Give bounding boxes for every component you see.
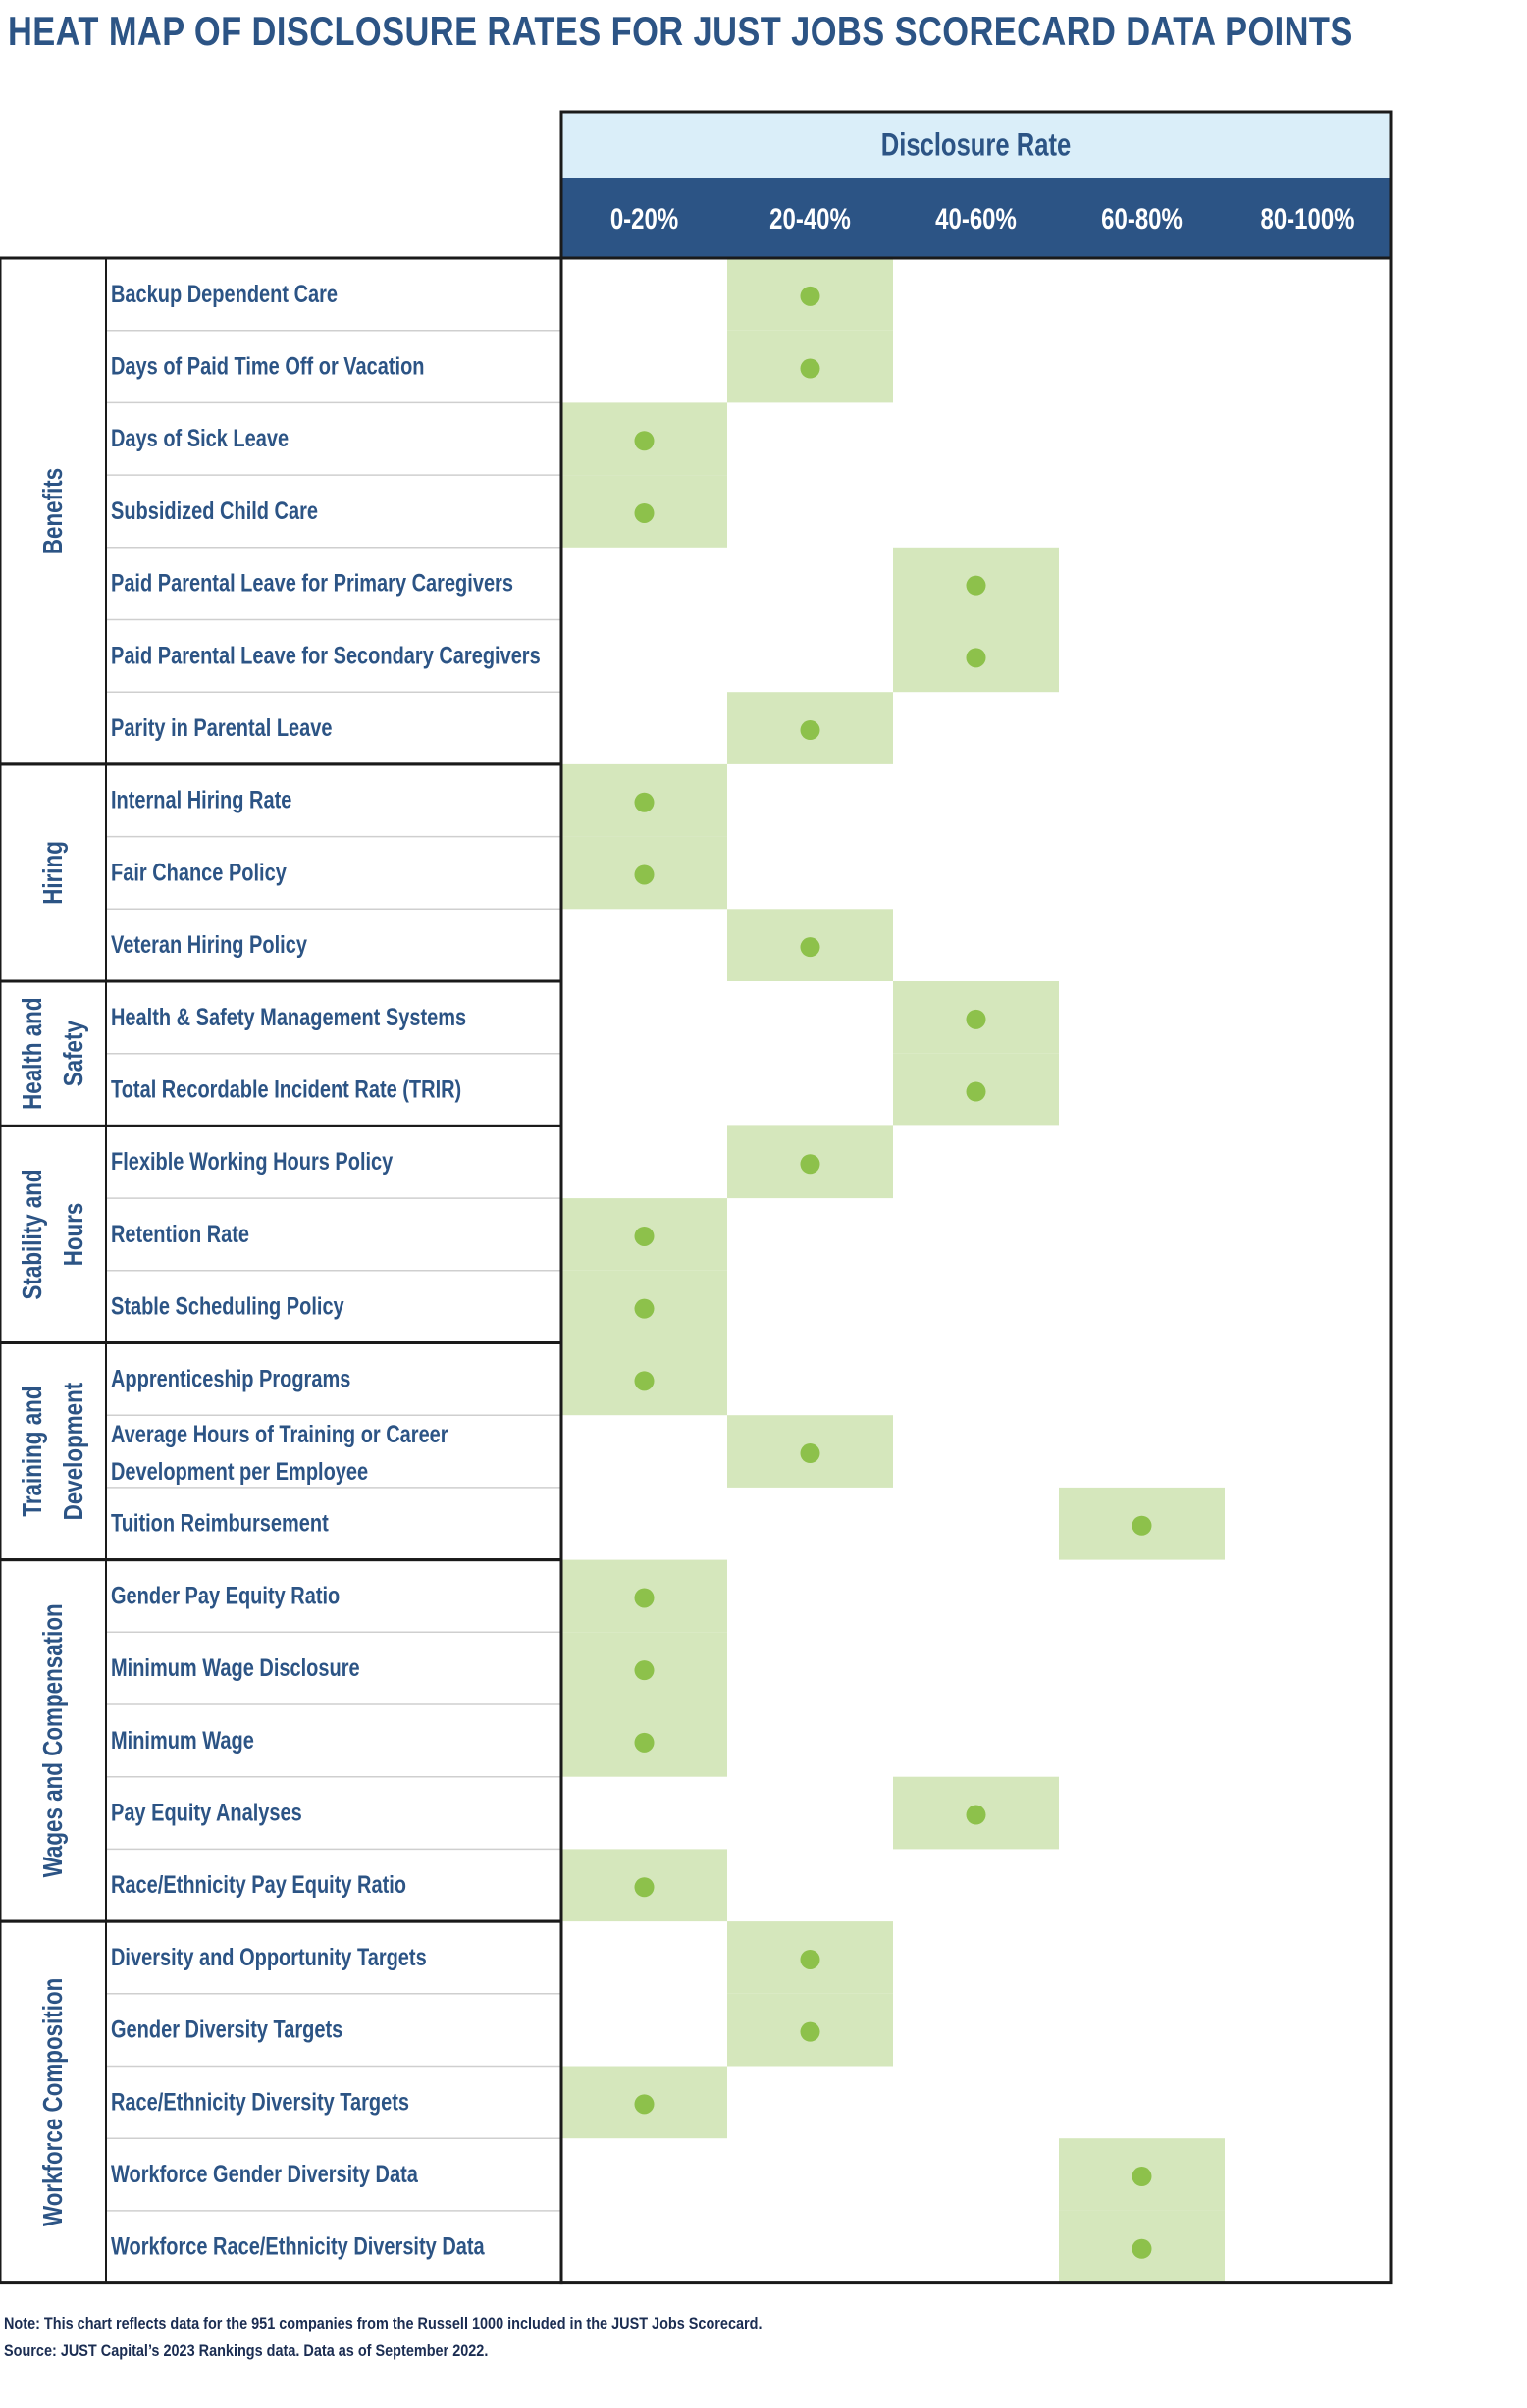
row-label: Minimum Wage Disclosure [111, 1654, 360, 1682]
column-label: 40-60% [935, 201, 1017, 236]
group-label: Hiring [37, 841, 69, 905]
heat-dot [635, 1299, 655, 1319]
heat-dot [801, 1154, 820, 1174]
column-label: 0-20% [609, 201, 679, 236]
heat-dot [635, 2094, 655, 2114]
row-label: Diversity and Opportunity Targets [111, 1943, 427, 1971]
chart-note: Note: This chart reflects data for the 951 companies from the Russell 1000 included in the JUST Jobs Scorecard. [4, 2314, 763, 2332]
group-label: Hours [58, 1202, 89, 1267]
heat-dot [635, 431, 655, 450]
heat-dot [635, 1227, 655, 1246]
heat-dot [801, 1443, 820, 1463]
heat-dot [967, 648, 986, 667]
row-label: Retention Rate [111, 1220, 250, 1248]
heat-dot [635, 1733, 655, 1753]
heat-dot [967, 576, 986, 596]
row-label: Tuition Reimbursement [111, 1509, 329, 1538]
row-label: Apprenticeship Programs [111, 1365, 351, 1392]
group-label: Stability and [17, 1169, 48, 1300]
row-label: Health & Safety Management Systems [111, 1003, 467, 1031]
row-label: Backup Dependent Care [111, 280, 339, 308]
column-label: 80-100% [1260, 201, 1355, 236]
row-label: Workforce Gender Diversity Data [111, 2160, 418, 2188]
row-label: Gender Diversity Targets [111, 2015, 343, 2044]
heat-dot [801, 359, 820, 379]
heat-dot [635, 1877, 655, 1897]
heat-dot [635, 1588, 655, 1607]
heat-dot [635, 503, 655, 523]
heat-dot [1132, 2239, 1152, 2259]
group-label: Training and [17, 1386, 48, 1517]
row-label: Parity in Parental Leave [111, 713, 333, 742]
row-label: Race/Ethnicity Diversity Targets [111, 2088, 410, 2116]
group-label: Health and [17, 997, 48, 1110]
column-label: 20-40% [769, 201, 851, 236]
heat-dot [635, 1371, 655, 1390]
row-label: Stable Scheduling Policy [111, 1292, 344, 1321]
group-label: Workforce Composition [37, 1977, 69, 2227]
heat-dot [967, 1082, 986, 1102]
row-label: Days of Paid Time Off or Vacation [111, 352, 425, 381]
row-label-line: Average Hours of Training or Career [111, 1421, 448, 1448]
row-label: Pay Equity Analyses [111, 1799, 302, 1827]
group-label: Development [58, 1382, 89, 1521]
row-label: Internal Hiring Rate [111, 786, 292, 814]
heat-dot [801, 2022, 820, 2042]
group-label: Safety [58, 1021, 89, 1087]
heat-dot [801, 720, 820, 740]
group-border [0, 1560, 561, 1922]
row-label: Subsidized Child Care [111, 497, 319, 525]
row-label: Paid Parental Leave for Primary Caregivers [111, 569, 513, 598]
row-label: Race/Ethnicity Pay Equity Ratio [111, 1871, 407, 1899]
heat-dot [635, 864, 655, 884]
row-label: Total Recordable Incident Rate (TRIR) [111, 1075, 462, 1104]
heat-dot [1132, 1516, 1152, 1536]
group-label: Benefits [37, 467, 69, 555]
row-label-line: Development per Employee [111, 1458, 369, 1486]
row-label: Workforce Race/Ethnicity Diversity Data [111, 2232, 485, 2261]
chart-source: Source: JUST Capital’s 2023 Rankings data. Data as of September 2022. [4, 2341, 489, 2360]
heat-dot [967, 1806, 986, 1825]
row-label: Days of Sick Leave [111, 425, 290, 452]
row-label: Flexible Working Hours Policy [111, 1148, 394, 1176]
header-disclosure-label: Disclosure Rate [880, 128, 1072, 164]
heat-dot [635, 1660, 655, 1680]
row-label: Minimum Wage [111, 1726, 254, 1754]
heat-dot [801, 1950, 820, 1969]
chart-title: HEAT MAP OF DISCLOSURE RATES FOR JUST JOBS SCORECARD DATA POINTS [8, 8, 1353, 54]
heat-dot [635, 793, 655, 812]
heat-dot [801, 287, 820, 306]
row-label: Fair Chance Policy [111, 859, 287, 886]
heat-dot [1132, 2167, 1152, 2186]
group-label: Wages and Compensation [37, 1603, 69, 1878]
heat-dot [967, 1010, 986, 1029]
heat-dot [801, 937, 820, 957]
row-label: Veteran Hiring Policy [111, 931, 307, 959]
row-label: Gender Pay Equity Ratio [111, 1582, 341, 1609]
column-label: 60-80% [1101, 201, 1183, 236]
row-label: Paid Parental Leave for Secondary Caregivers [111, 642, 541, 669]
